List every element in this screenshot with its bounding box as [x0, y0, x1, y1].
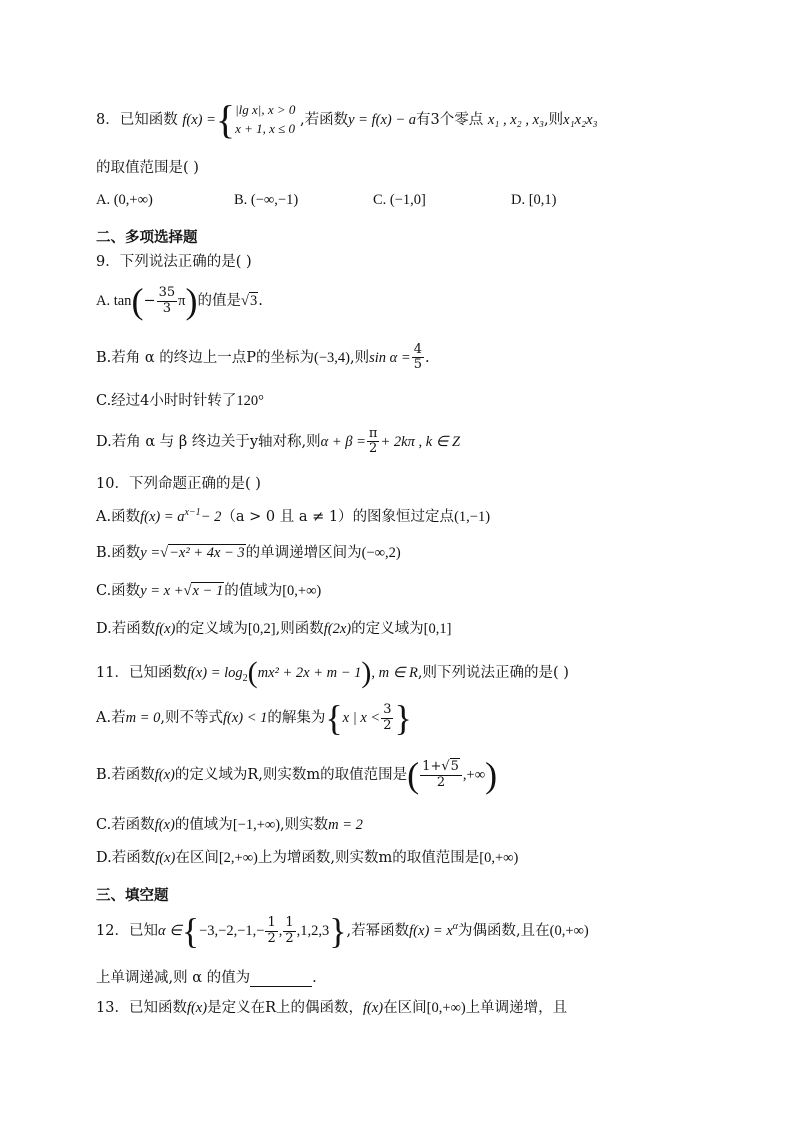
q8-option-d: D. [0,1): [511, 192, 557, 208]
q10-option-c: C.函数y = x +√x − 1的值域为[0,+∞): [96, 583, 322, 599]
question-12-line-2: 上单调递减,则 α 的值为 .: [96, 970, 317, 986]
question-13-line-1: 13．已知函数f(x)是定义在R上的偶函数，f(x)在区间[0,+∞)上单调递增，且: [96, 1000, 568, 1016]
q8-function: f(x) =: [182, 112, 216, 128]
q10-option-d: D.若函数f(x)的定义域为[0,2],则函数f(2x)的定义域为[0,1]: [96, 621, 452, 637]
question-12-line-1: 12．已知α ∈{−3,−2,−1,− $\frac{1}{2}$ , $\frac{1}{2}$ ,1,2,3},若幂函数$f(x) = x^\alpha$为偶函数,且在(0,+∞): [96, 911, 589, 951]
q8-option-c: C. (−1,0]: [373, 192, 426, 208]
q8-intro: 8．已知函数: [96, 112, 178, 128]
q8-option-b: B. (−∞,−1): [234, 192, 299, 208]
q8-zeros: x₁ , x₂ , x₃: [487, 112, 545, 128]
question-8-line-2: 的取值范围是( ): [96, 160, 199, 176]
q11-option-c: C.若函数f(x)的值域为[−1,+∞),则实数m = 2: [96, 817, 363, 833]
q9-option-a: A. tan(− $\frac{35}{3}$ π)的值是√3.: [96, 281, 263, 321]
question-8-line-1: [96, 97, 598, 142]
question-10-stem: 10．下列命题正确的是( ): [96, 476, 261, 492]
q11-option-b: B.若函数f(x)的定义域为R,则实数m的取值范围是( $\frac{1+√5}{2}$ ,+∞): [96, 755, 498, 795]
q8-product: x₁x₂x₃: [563, 112, 598, 128]
section-3-heading: 三、填空题: [96, 888, 169, 904]
q8-brace: {: [215, 97, 236, 142]
q10-option-b: B.函数y =√−x² + 4x − 3的单调递增区间为(−∞,2): [96, 545, 401, 561]
q9-option-d: D.若角 α 与 β 终边关于y轴对称,则α + β = $\frac{\pi}{2}$ + 2kπ , k ∈ Z: [96, 426, 461, 457]
q11-option-d: D.若函数f(x)在区间[2,+∞)上为增函数,则实数m的取值范围是[0,+∞): [96, 850, 519, 866]
q8-text: ,若函数: [300, 112, 349, 128]
section-2-heading: 二、多项选择题: [96, 230, 198, 246]
q8-text3: ,则: [544, 112, 564, 128]
q8-y-expr: y = f(x) − a: [348, 112, 417, 128]
q8-text2: 有3个零点: [416, 112, 484, 128]
q11-option-a: A.若m = 0,则不等式f(x) < 1的解集为{x | x < $\frac{3}{2}$ }: [96, 698, 412, 738]
q12-answer-blank[interactable]: [250, 972, 312, 987]
question-11-stem: 11．已知函数$f(x) = \log_2(mx^2 + 2x + m - 1)$, m ∈ R,则下列说法正确的是( ): [96, 656, 569, 689]
q9-option-c: C.经过4小时时针转了120°: [96, 393, 264, 409]
question-9-stem: 9．下列说法正确的是( ): [96, 254, 252, 270]
q8-option-a: A. (0,+∞): [96, 192, 153, 208]
q9-option-b: B.若角 α 的终边上一点P的坐标为(−3,4),则sin α = $\frac{4}{5}$ .: [96, 342, 430, 373]
q10-option-a: A.函数$f(x) = a^{x-1}- 2(a > 0$ 且 a ≠ 1）的图象恒过定点(1,−1): [96, 507, 491, 525]
q8-piecewise: |lg x|, x > 0 x + 1, x ≤ 0: [235, 102, 296, 136]
